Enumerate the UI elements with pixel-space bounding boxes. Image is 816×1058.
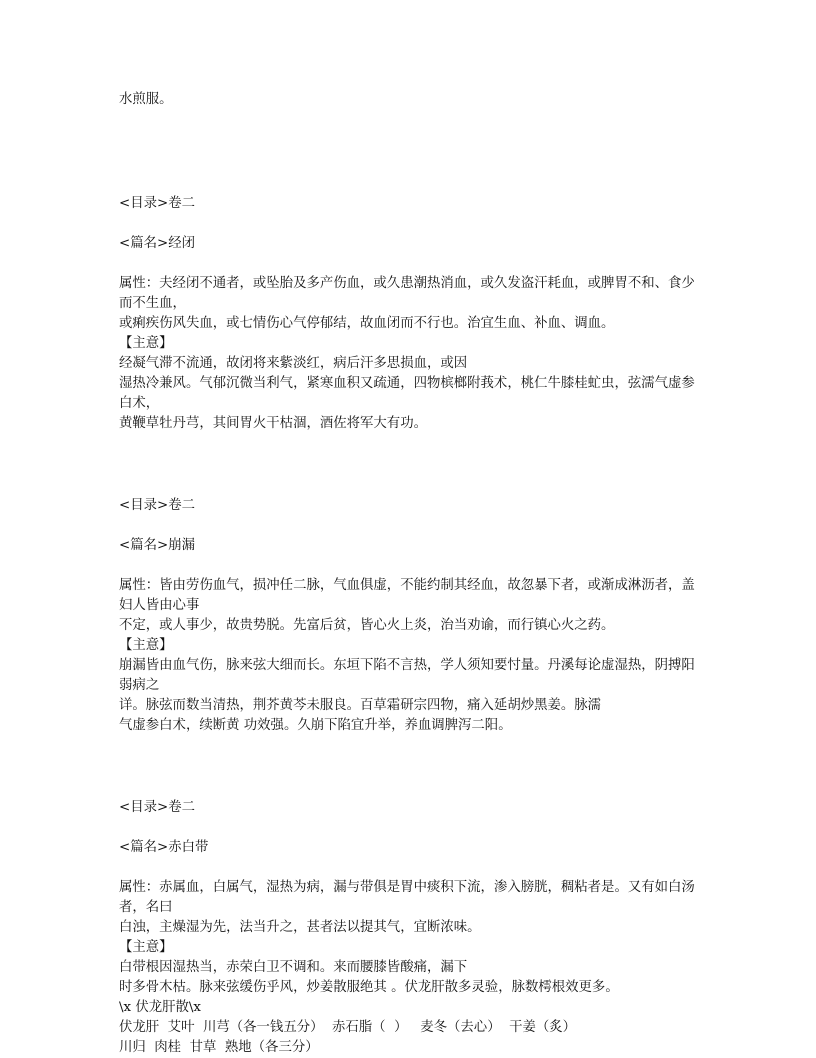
body-line: 气虚参白术，续断黄 功效强。久崩下陷宜升举，养血调脾泻二阳。 (119, 718, 512, 733)
intro-line: 水煎服。 (119, 92, 173, 107)
body-line: 黄鞭草牡丹芎，其间胃火干枯涸，酒佐将军大有功。 (119, 416, 427, 431)
body-line: 湿热冷兼风。气郁沉微当利气，紧寒血积又疏通，四物槟榔附莪术，桃仁牛膝桂虻虫，弦濡气虚参白术， (119, 376, 695, 411)
chapter-title: <篇名>经闭 (119, 236, 196, 251)
body-line: 详。脉弦而数当清热，荆芥黄芩未服良。百草霜研宗四物，痛入延胡炒黑姜。脉濡 (119, 698, 602, 713)
body-line: 属性：夫经闭不通者，或坠胎及多产伤血，或久患潮热消血，或久发盗汗耗血，或脾胃不和、食少而不生血， (119, 276, 695, 311)
catalog-label: <目录>卷二 (119, 800, 196, 815)
subheading-zhuyi: 【主意】 (119, 638, 173, 653)
subheading-zhuyi: 【主意】 (119, 940, 173, 955)
body-line: 属性：赤属血，白属气，湿热为病，漏与带俱是胃中痰积下流，渗入膀胱，稠粘者是。又有如白汤者，名曰 (119, 880, 695, 915)
section-jingbi (119, 194, 704, 434)
chapter-title: <篇名>崩漏 (119, 538, 196, 553)
catalog-label: <目录>卷二 (119, 498, 196, 513)
chapter-title: <篇名>赤白带 (119, 840, 209, 855)
body-line: 白浊，主燥湿为先，法当升之，甚者法以提其气，宜断浓味。 (119, 920, 481, 935)
body-line: 白带根因湿热当，赤荣白卫不调和。来而腰膝皆酸痛，漏下 (119, 960, 468, 975)
body-line: 或痢疾伤风失血，或七情伤心气停郁结，故血闭而不行也。治宜生血、补血、调血。 (119, 316, 615, 331)
catalog-label: <目录>卷二 (119, 196, 196, 211)
document-page (119, 90, 704, 1058)
body-line: 不定，或人事少，故贵势脱。先富后贫，皆心火上炎，治当劝谕，而行镇心火之药。 (119, 618, 615, 633)
formula-ingredients: 伏龙肝 艾叶 川芎（各一钱五分） 赤石脂（ ） 麦冬（去心） 干姜（炙） (119, 1020, 577, 1035)
body-line: 时多骨木枯。脉来弦缓伤乎风，炒姜散服绝其 。伏龙肝散多灵验，脉数樗根效更多。 (119, 980, 619, 995)
subheading-zhuyi: 【主意】 (119, 336, 173, 351)
body-line: 属性：皆由劳伤血气，损冲任二脉，气血俱虚，不能约制其经血，故忽暴下者，或渐成淋沥者，盖妇人皆由心事 (119, 578, 695, 613)
body-line: 经凝气滞不流通，故闭将来紫淡红，病后汗多思损血，或因 (119, 356, 468, 371)
formula-title: \x 伏龙肝散\x (119, 1000, 201, 1015)
body-line: 崩漏皆由血气伤，脉来弦大细而长。东垣下陷不言热，学人须知要忖量。丹溪每论虚湿热，阴搏阳弱病之 (119, 658, 695, 693)
formula-ingredients: 川归 肉桂 甘草 熟地（各三分） (119, 1040, 319, 1055)
section-chibaidai (119, 798, 704, 1058)
section-benglou (119, 496, 704, 736)
